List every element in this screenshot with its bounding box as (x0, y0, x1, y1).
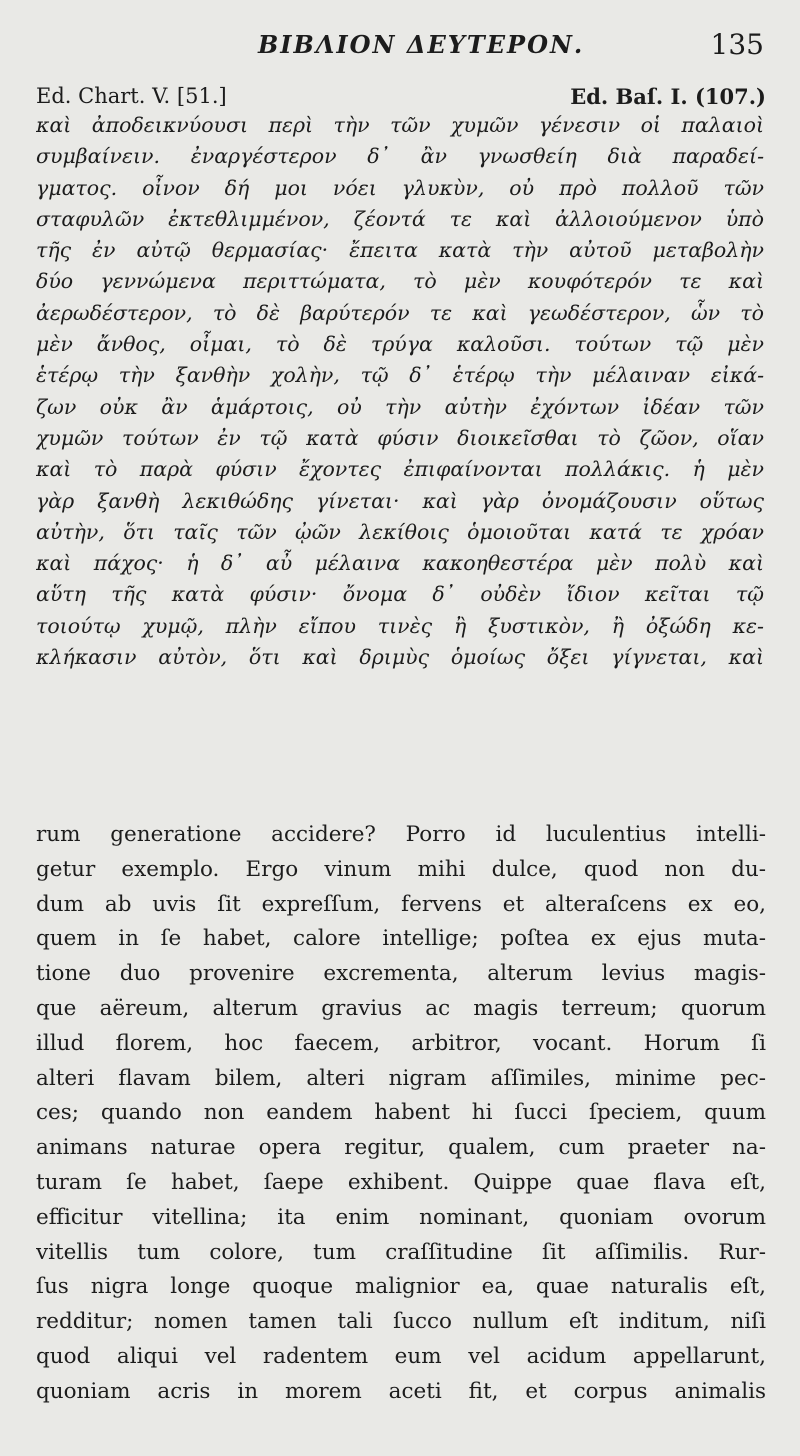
latin-text-line: efficitur vitellina; ita enim nominant, quoniam ovorum (36, 1204, 766, 1230)
latin-text-line: ſus nigra longe quoque malignior ea, quae naturalis eſt, (36, 1274, 766, 1300)
latin-text-line: quoniam acris in morem aceti fit, et corpus animalis (36, 1378, 766, 1404)
greek-text-line: αὕτη τῆς κατὰ φύσιν· ὄνομα δ᾽ οὐδὲν ἴδιον κεῖται τῷ (36, 582, 764, 607)
latin-text-line: quem in ſe habet, calore intellige; poſtea ex ejus muta- (36, 926, 766, 952)
greek-text-line: ζων οὐκ ἂν ἁμάρτοις, οὐ τὴν αὐτὴν ἐχόντων ἰδέαν τῶν (36, 394, 764, 419)
latin-text-line: getur exemplo. Ergo vinum mihi dulce, quod non du- (36, 856, 766, 882)
latin-text-line: ces; quando non eandem habent hi ſucci ſpeciem, quum (36, 1100, 766, 1126)
greek-text-line: καὶ τὸ παρὰ φύσιν ἔχοντες ἐπιφαίνονται πολλάκις. ἡ μὲν (36, 457, 764, 482)
latin-text-line: vitellis tum colore, tum craſſitudine ſit aſſimilis. Rur- (36, 1239, 766, 1265)
greek-text-block (36, 110, 764, 673)
greek-text-line: μὲν ἄνθος, οἶμαι, τὸ δὲ τρύγα καλοῦσι. τούτων τῷ μὲν (36, 332, 764, 357)
edition-reference-line (36, 84, 766, 110)
greek-text-line: καὶ ἀποδεικνύουσι περὶ τὴν τῶν χυμῶν γένεσιν οἱ παλαιοὶ (36, 113, 764, 137)
greek-text-line: τῆς ἐν αὐτῷ θερμασίας· ἔπειτα κατὰ τὴν αὐτοῦ μεταβολὴν (36, 238, 764, 263)
latin-text-block (36, 818, 766, 1410)
greek-text-line: ἀερωδέστερον, τὸ δὲ βαρύτερόν τε καὶ γεωδέστερον, ὧν τὸ (36, 300, 764, 325)
greek-text-line: γματος. οἶνον δή μοι νόει γλυκὺν, οὐ πρὸ πολλοῦ τῶν (36, 175, 764, 200)
latin-text-line: animans naturae opera regitur, qualem, cum praeter na- (36, 1135, 766, 1161)
latin-text-line: dum ab uvis ſit expreſſum, fervens et alteraſcens ex eo, (36, 891, 766, 917)
greek-text-line: αὐτὴν, ὅτι ταῖς τῶν ᾠῶν λεκίθοις ὁμοιοῦται κατά τε χρόαν (36, 519, 764, 544)
greek-text-line: κλήκασιν αὐτὸν, ὅτι καὶ δριμὺς ὁμοίως ὄξει γίγνεται, καὶ (36, 645, 764, 670)
running-header (0, 30, 800, 64)
greek-text-line: σταφυλῶν ἐκτεθλιμμένον, ζέοντά τε καὶ ἀλλοιούμενον ὑπὸ (36, 206, 764, 231)
latin-text-line: que aëreum, alterum gravius ac magis terreum; quorum (36, 995, 766, 1021)
page-number: 135 (710, 28, 764, 61)
edition-reference-chartier: Ed. Chart. V. [51.] (36, 84, 227, 108)
latin-text-line: tione duo provenire excrementa, alterum levius magis- (36, 961, 766, 987)
latin-text-line: turam ſe habet, ſaepe exhibent. Quippe quae flava eſt, (36, 1169, 766, 1195)
latin-text-line: alteri flavam bilem, alteri nigram aſſimiles, minime pec- (36, 1065, 766, 1091)
latin-text-line: rum generatione accidere? Porro id luculentius intelli- (36, 822, 766, 847)
running-title: ΒΙΒΛΙΟΝ ΔΕΥΤΕΡΟΝ. (258, 30, 585, 59)
greek-text-line: ἑτέρῳ τὴν ξανθὴν χολὴν, τῷ δ᾽ ἑτέρῳ τὴν μέλαιναν εἰκά- (36, 363, 764, 388)
latin-text-line: redditur; nomen tamen tali ſucco nullum eſt inditum, niſi (36, 1309, 766, 1335)
greek-text-line: τοιούτῳ χυμῷ, πλὴν εἴπου τινὲς ἢ ξυστικὸν, ἢ ὀξώδη κε- (36, 613, 764, 638)
greek-text-line: χυμῶν τούτων ἐν τῷ κατὰ φύσιν διοικεῖσθαι τὸ ζῶον, οἵαν (36, 425, 764, 450)
greek-text-line: συμβαίνειν. ἐναργέστερον δ᾽ ἂν γνωσθείη διὰ παραδεί- (36, 144, 764, 169)
latin-text-line: quod aliqui vel radentem eum vel acidum appellarunt, (36, 1343, 766, 1369)
greek-text-line: γὰρ ξανθὴ λεκιθώδης γίνεται· καὶ γὰρ ὀνομάζουσιν οὕτως (36, 488, 764, 513)
edition-reference-basel: Ed. Baſ. I. (107.) (570, 84, 766, 109)
greek-text-line: καὶ πάχος· ἡ δ᾽ αὖ μέλαινα κακοηθεστέρα μὲν πολὺ καὶ (36, 551, 764, 576)
latin-text-line: illud florem, hoc faecem, arbitror, vocant. Horum ſi (36, 1030, 766, 1056)
greek-text-line: δύο γεννώμενα περιττώματα, τὸ μὲν κουφότερόν τε καὶ (36, 269, 764, 294)
